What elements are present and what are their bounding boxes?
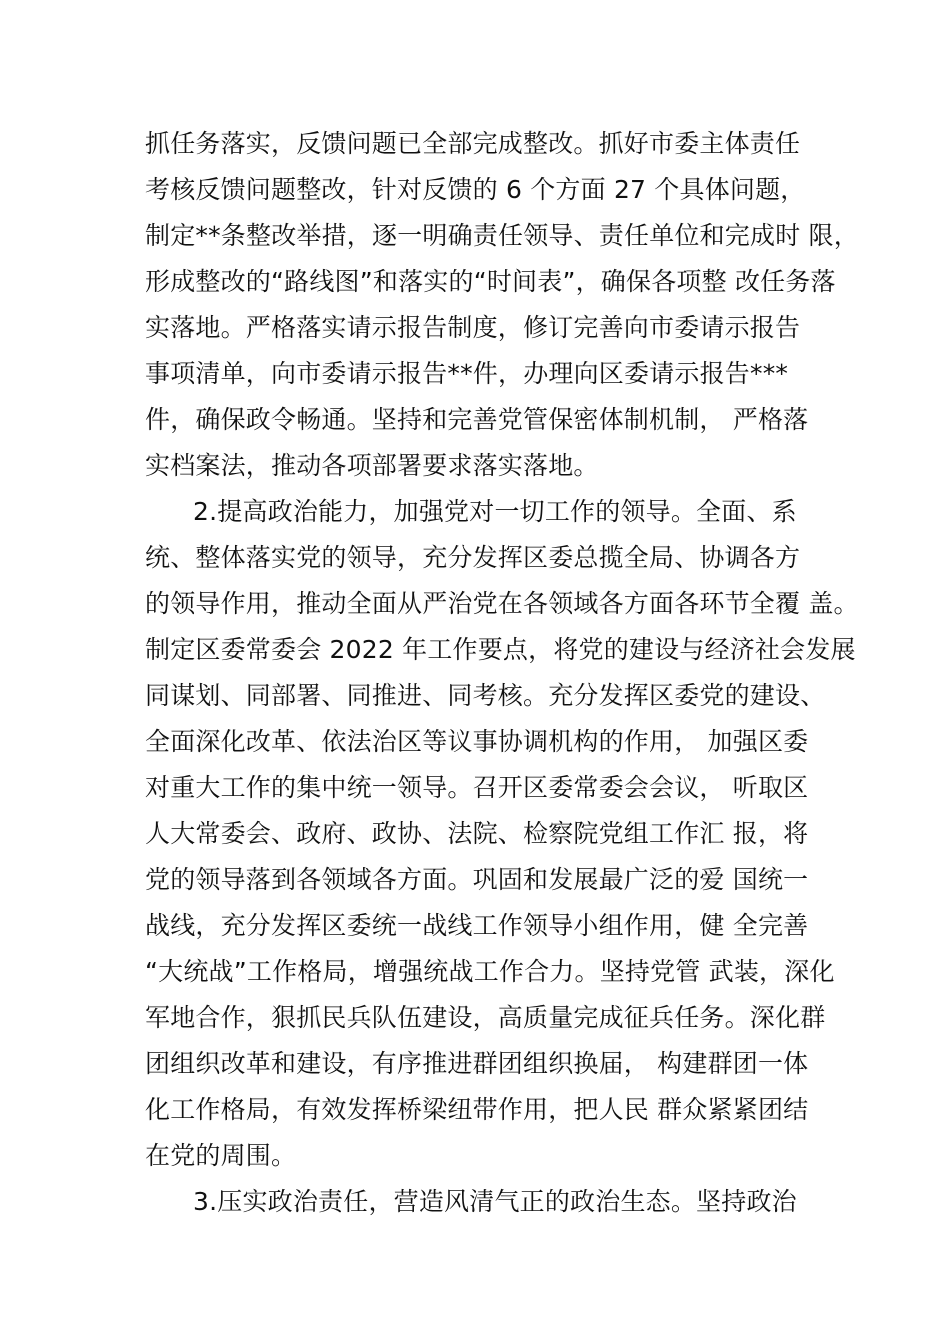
text-line: 的领导作用，推动全面从严治党在各领域各方面各环节全覆 盖。 <box>145 589 859 618</box>
text-line: 制定区委常委会 2022 年工作要点，将党的建设与经济社会发展 <box>145 635 856 664</box>
text-line: 事项清单，向市委请示报告**件，办理向区委请示报告*** <box>145 359 789 388</box>
text-line: 在党的周围。 <box>145 1141 297 1170</box>
text-line: 战线，充分发挥区委统一战线工作领导小组作用，健 全完善 <box>145 911 809 940</box>
text-line: 统、整体落实党的领导，充分发挥区委总揽全局、协调各方 <box>145 543 801 572</box>
text-line: 党的领导落到各领域各方面。巩固和发展最广泛的爱 国统一 <box>145 865 809 894</box>
text-line: 人大常委会、政府、政协、法院、检察院党组工作汇 报，将 <box>145 819 809 848</box>
text-line: 团组织改革和建设，有序推进群团组织换届， 构建群团一体 <box>145 1049 809 1078</box>
text-line: 化工作格局，有效发挥桥梁纽带作用，把人民 群众紧紧团结 <box>145 1095 809 1124</box>
text-line: 制定**条整改举措，逐一明确责任领导、责任单位和完成时 限， <box>145 221 859 250</box>
text-line: 考核反馈问题整改，针对反馈的 6 个方面 27 个具体问题， <box>145 175 806 204</box>
text-line: 形成整改的“路线图”和落实的“时间表”，确保各项整 改任务落 <box>145 267 836 296</box>
text-line: 实落地。严格落实请示报告制度，修订完善向市委请示报告 <box>145 313 801 342</box>
text-line: 对重大工作的集中统一领导。召开区委常委会会议， 听取区 <box>145 773 809 802</box>
paragraph-heading-2: 2.提高政治能力，加强党对一切工作的领导。全面、系 <box>193 497 797 526</box>
text-line: 同谋划、同部署、同推进、同考核。充分发挥区委党的建设、 <box>145 681 826 710</box>
text-line: 抓任务落实，反馈问题已全部完成整改。抓好市委主体责任 <box>145 129 801 158</box>
text-line: 件，确保政令畅通。坚持和完善党管保密体制机制， 严格落 <box>145 405 809 434</box>
text-line: 军地合作，狠抓民兵队伍建设，高质量完成征兵任务。深化群 <box>145 1003 826 1032</box>
paragraph-heading-3: 3.压实政治责任，营造风清气正的政治生态。坚持政治 <box>193 1187 797 1216</box>
text-line: 实档案法，推动各项部署要求落实落地。 <box>145 451 599 480</box>
text-line: “大统战”工作格局，增强统战工作合力。坚持党管 武装，深化 <box>145 957 835 986</box>
text-line: 全面深化改革、依法治区等议事协调机构的作用， 加强区委 <box>145 727 809 756</box>
